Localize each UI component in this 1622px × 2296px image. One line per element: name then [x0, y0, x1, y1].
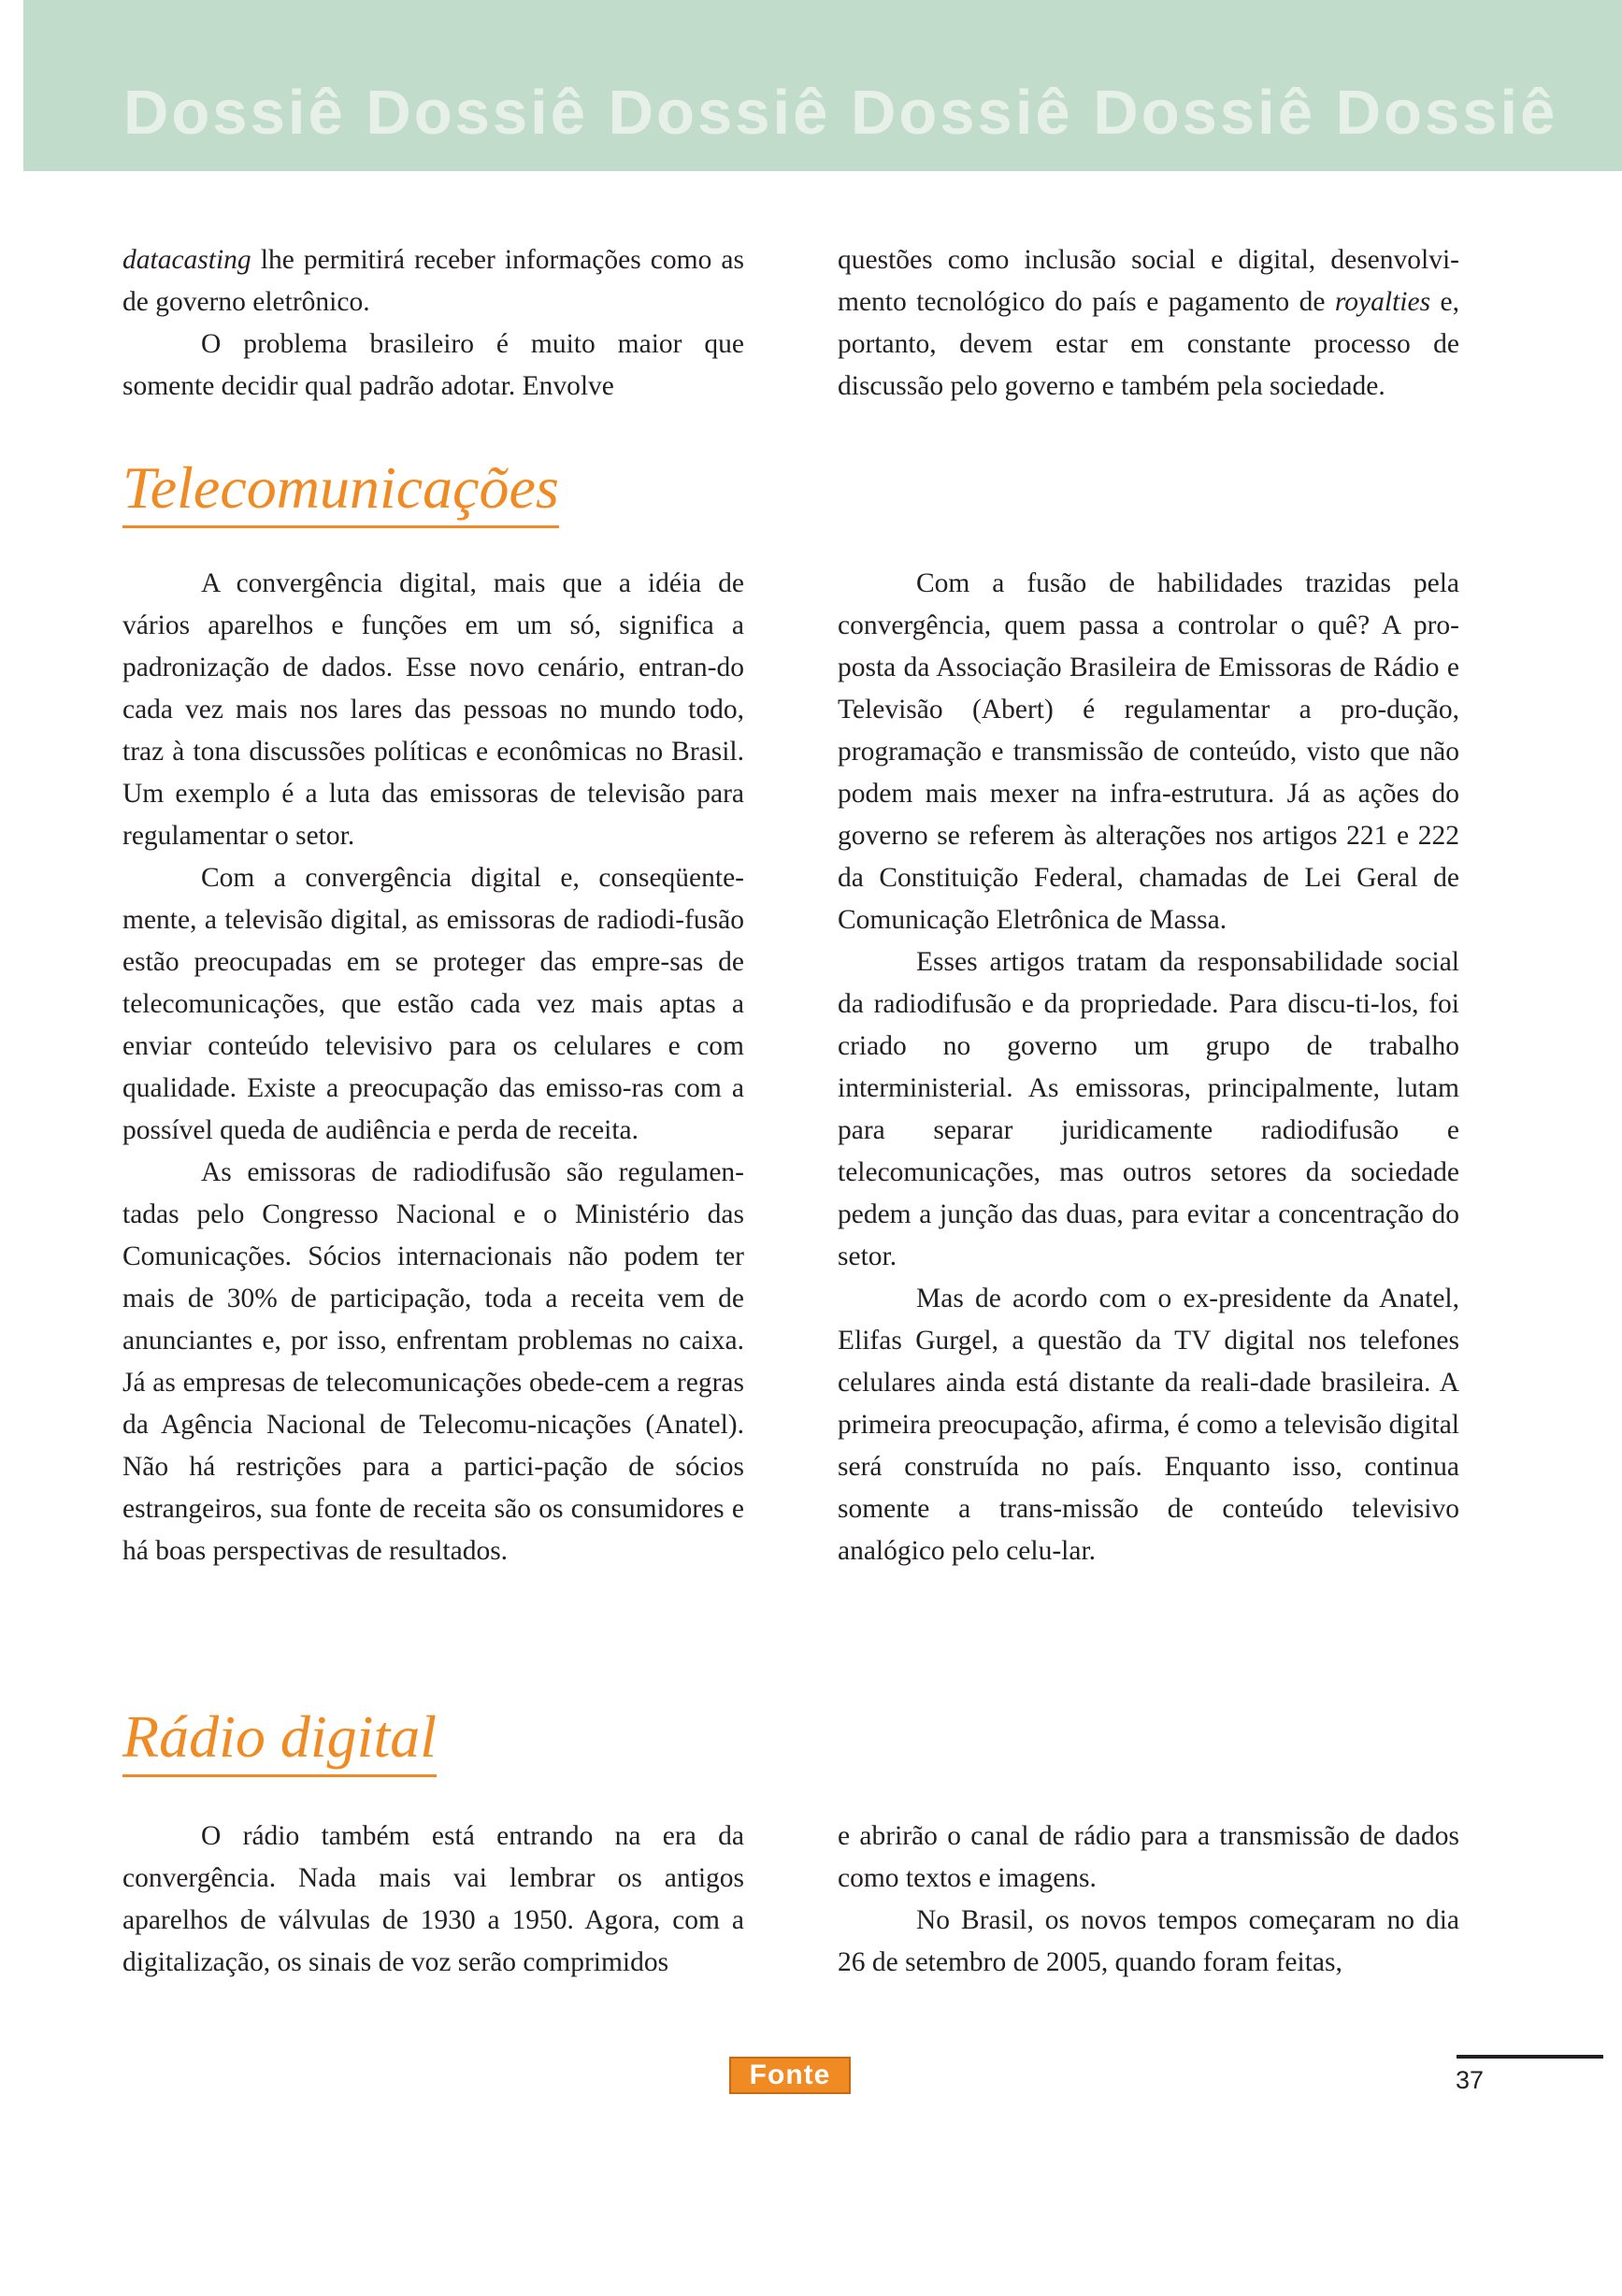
radio-left-column — [122, 1815, 744, 1984]
section-heading-telecomunicacoes: Telecomunicações — [122, 454, 559, 528]
page-number: 37 — [1456, 2066, 1485, 2094]
radio-right-paragraph: No Brasil, os novos tempos começaram no dia 26 de setembro de 2005, quando foram feitas, — [838, 1905, 1459, 1977]
intro-right-text-b: e, portanto, devem estar em constante processo de discussão pelo governo e também pela sociedade. — [838, 287, 1460, 401]
datacasting-term: datacasting — [122, 245, 251, 275]
intro-right-paragraph-1 — [838, 239, 1459, 408]
footer-rule — [1457, 2055, 1603, 2059]
royalties-term: royalties — [1334, 287, 1431, 317]
header-band — [23, 0, 1622, 171]
fonte-logo: Fonte — [729, 2057, 851, 2094]
telecom-left-paragraph: Com a convergência digital e, conseqüente-mente, a televisão digital, as emissoras de radiodi-fusão estão preocupadas em se proteger das empre-sas de telecomunicações, que estão cada vez mais aptas a enviar conteúdo televisivo para os celulares e com qualidade. Existe a preocupação das emisso-ras com a possível queda de audiência e perda de receita. — [122, 863, 744, 1145]
radio-right-column — [838, 1815, 1459, 1984]
section-heading-radio-digital: Rádio digital — [122, 1703, 437, 1777]
radio-left-paragraph: O rádio também está entrando na era da convergência. Nada mais vai lembrar os antigos aparelhos de válvulas de 1930 a 1950. Agora, com a digitalização, os sinais de voz serão comprimidos — [122, 1821, 744, 1977]
telecom-left-column — [122, 563, 744, 1572]
intro-left-column — [122, 239, 744, 408]
intro-left-paragraph-1 — [122, 239, 744, 323]
intro-left-paragraph-1-text: lhe permitirá receber informações como as de governo eletrônico. — [122, 245, 744, 317]
telecom-right-paragraph: Com a fusão de habilidades trazidas pela convergência, quem passa a controlar o quê? A pro-posta da Associação Brasileira de Emissoras de Rádio e Televisão (Abert) é regulamentar a pro-dução, programação e transmissão de conteúdo, visto que não podem mais mexer na infra-estrutura. Já as ações do governo se referem às alterações nos artigos 221 e 222 da Constituição Federal, chamadas de Lei Geral de Comunicação Eletrônica de Massa. — [838, 568, 1459, 935]
telecom-left-paragraph: As emissoras de radiodifusão são regulamen-tadas pelo Congresso Nacional e o Ministério das Comunicações. Sócios internacionais não podem ter mais de 30% de participação, toda a receita vem de anunciantes e, por isso, enfrentam problemas no caixa. Já as empresas de telecomunicações obede-cem a regras da Agência Nacional de Telecomu-nicações (Anatel). Não há restrições para a partici-pação de sócios estrangeiros, sua fonte de receita são os consumidores e há boas perspectivas de resultados. — [122, 1157, 744, 1566]
intro-right-column — [838, 239, 1459, 408]
telecom-left-paragraph: A convergência digital, mais que a idéia de vários aparelhos e funções em um só, significa a padronização de dados. Esse novo cenário, entran-do cada vez mais nos lares das pessoas no mundo todo, traz à tona discussões políticas e econômicas no Brasil. Um exemplo é a luta das emissoras de televisão para regulamentar o setor. — [122, 568, 744, 851]
radio-right-continuation: e abrirão o canal de rádio para a transmissão de dados como textos e imagens. — [838, 1821, 1459, 1893]
header-band-text: Dossiê Dossiê Dossiê Dossiê Dossiê Dossiê — [123, 78, 1558, 148]
telecom-right-column — [838, 563, 1459, 1572]
intro-right-text-a: questões como inclusão social e digital, desenvolvi-mento tecnológico do país e pagamento de — [838, 245, 1459, 317]
intro-left-paragraph-2: O problema brasileiro é muito maior que somente decidir qual padrão adotar. Envolve — [122, 329, 744, 401]
telecom-right-paragraph: Esses artigos tratam da responsabilidade social da radiodifusão e da propriedade. Para discu-ti-los, foi criado no governo um grupo de trabalho interministerial. As emissoras, principalmente, lutam para separar juridicamente radiodifusão e telecomunicações, mas outros setores da sociedade pedem a junção das duas, para evitar a concentração do setor. — [838, 947, 1459, 1271]
telecom-right-paragraph: Mas de acordo com o ex-presidente da Anatel, Elifas Gurgel, a questão da TV digital nos telefones celulares ainda está distante da reali-dade brasileira. A primeira preocupação, afirma, é como a televisão digital será construída no país. Enquanto isso, continua somente a trans-missão de conteúdo televisivo analógico pelo celu-lar. — [838, 1284, 1459, 1566]
